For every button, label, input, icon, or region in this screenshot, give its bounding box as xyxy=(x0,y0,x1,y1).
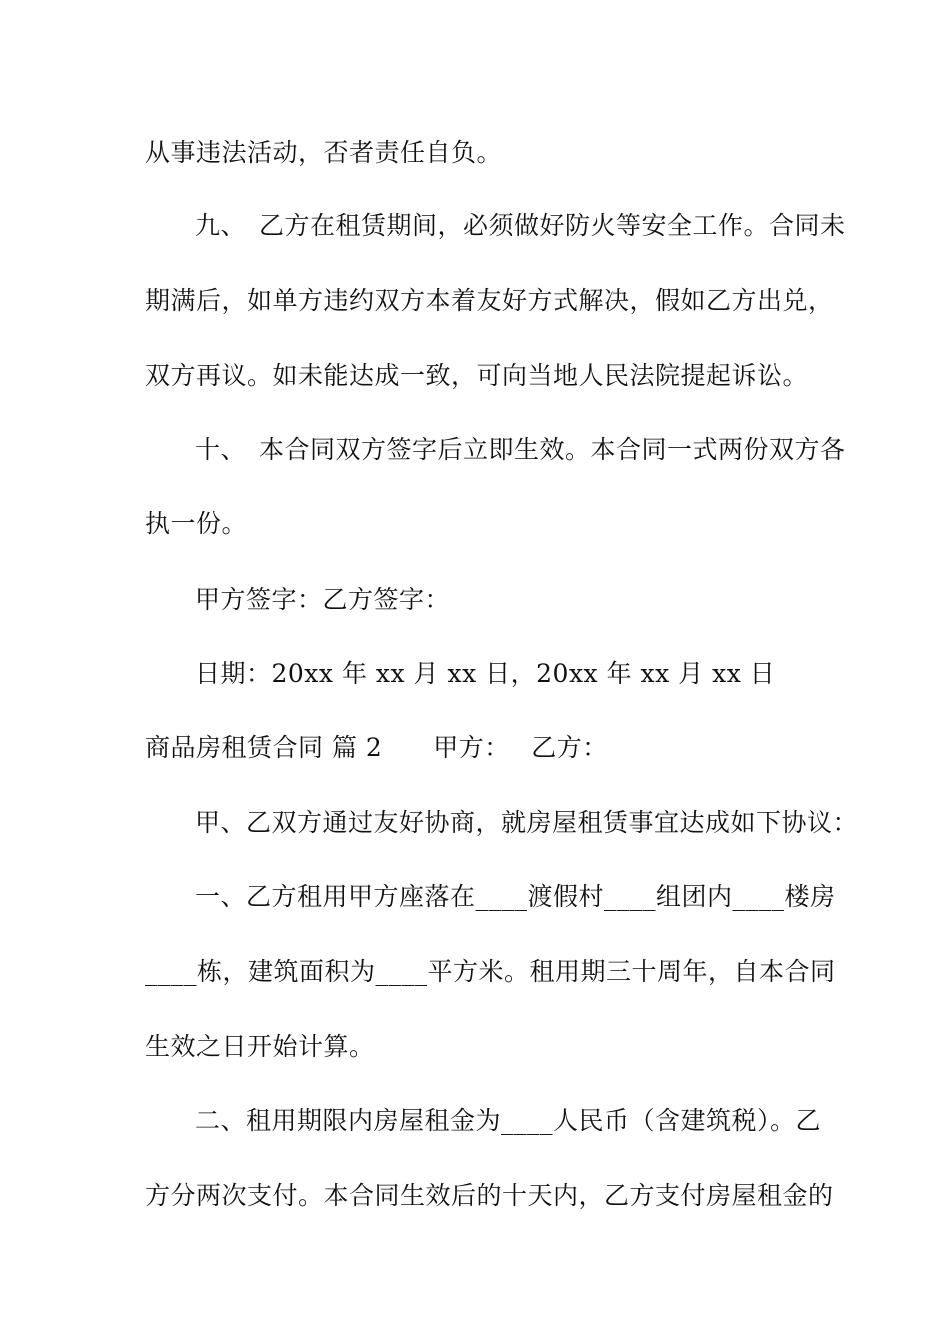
text-line: 生效之日开始计算。 xyxy=(145,1032,375,1061)
text-line: 从事违法活动，否者责任自负。 xyxy=(145,138,503,167)
clause-9-line: 九、 乙方在租赁期间，必须做好防火等安全工作。合同未 xyxy=(195,211,846,240)
text-line: 方分两次支付。本合同生效后的十天内，乙方支付房屋租金的 xyxy=(145,1181,834,1210)
section-heading: 商品房租赁合同 篇 2 甲方： 乙方： xyxy=(145,733,608,762)
text-line: 执一份。 xyxy=(145,509,248,538)
text-line: 甲、乙双方通过友好协商，就房屋租赁事宜达成如下协议： xyxy=(195,808,859,837)
date-line: 日期：20xx 年 xx 月 xx 日，20xx 年 xx 月 xx 日 xyxy=(195,659,776,688)
text-line: ____栋，建筑面积为____平方米。租用期三十周年，自本合同 xyxy=(145,957,836,986)
clause-1-line: 一、乙方租用甲方座落在____渡假村____组团内____楼房 xyxy=(195,882,836,911)
text-line: 期满后，如单方违约双方本着友好方式解决，假如乙方出兑， xyxy=(145,286,834,315)
clause-10-line: 十、 本合同双方签字后立即生效。本合同一式两份双方各 xyxy=(195,435,846,464)
clause-2-line: 二、租用期限内房屋租金为____人民币（含建筑税）。乙 xyxy=(195,1106,822,1135)
text-line: 双方再议。如未能达成一致，可向当地人民法院提起诉讼。 xyxy=(145,361,809,390)
signature-line: 甲方签字：乙方签字： xyxy=(195,585,451,614)
